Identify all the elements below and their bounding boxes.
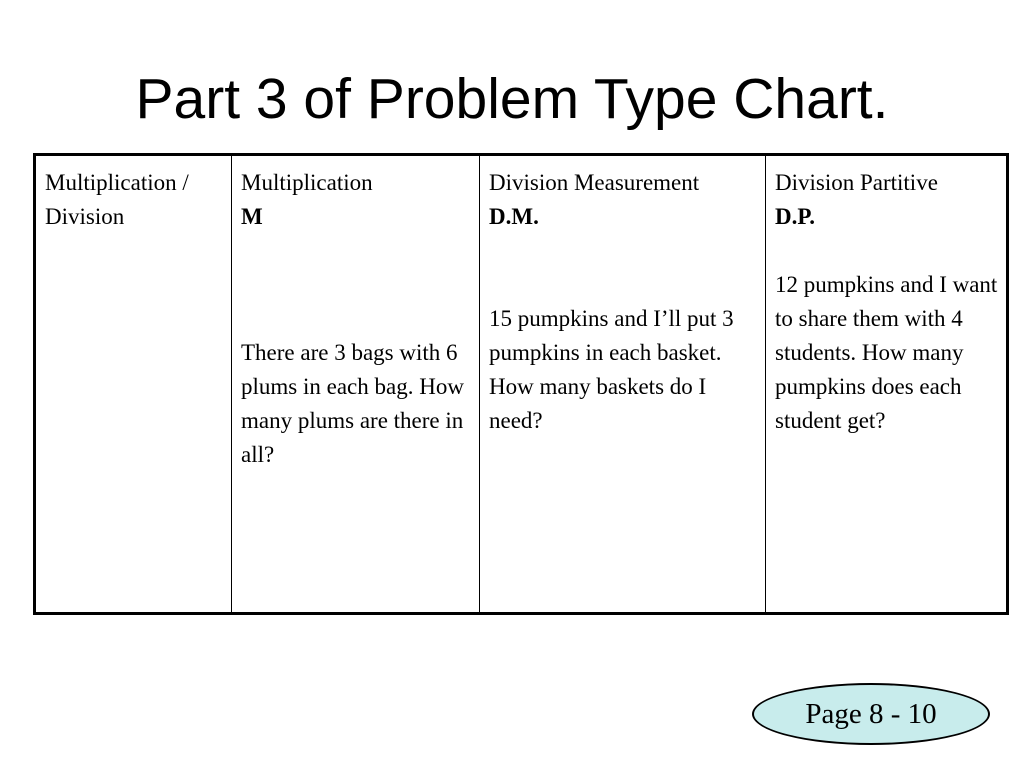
example-problem: 12 pumpkins and I want to share them with 4 students. How many pumpkins does each student get? — [775, 272, 998, 433]
table-column-division-measurement — [480, 156, 766, 612]
column-label: Multiplication — [241, 170, 373, 195]
table-column-multiplication — [232, 156, 480, 612]
column-label: Division Measurement — [489, 170, 700, 195]
column-abbreviation: D.P. — [775, 204, 816, 229]
slide-title: Part 3 of Problem Type Chart. — [135, 67, 889, 131]
column-label: Multiplication / Division — [45, 170, 189, 229]
example-problem: 15 pumpkins and I’ll put 3 pumpkins in each basket. How many baskets do I need? — [489, 306, 734, 433]
column-abbreviation: D.M. — [489, 204, 539, 229]
table-column-division-partitive — [766, 156, 1006, 612]
problem-type-table — [33, 153, 1009, 615]
column-abbreviation: M — [241, 204, 263, 229]
example-problem: There are 3 bags with 6 plums in each bag. How many plums are there in all? — [241, 340, 464, 467]
table-column-multiplication-division — [36, 156, 232, 612]
column-label: Division Partitive — [775, 170, 938, 195]
page-reference-label: Page 8 - 10 — [805, 697, 937, 730]
page-reference-badge — [752, 683, 990, 745]
